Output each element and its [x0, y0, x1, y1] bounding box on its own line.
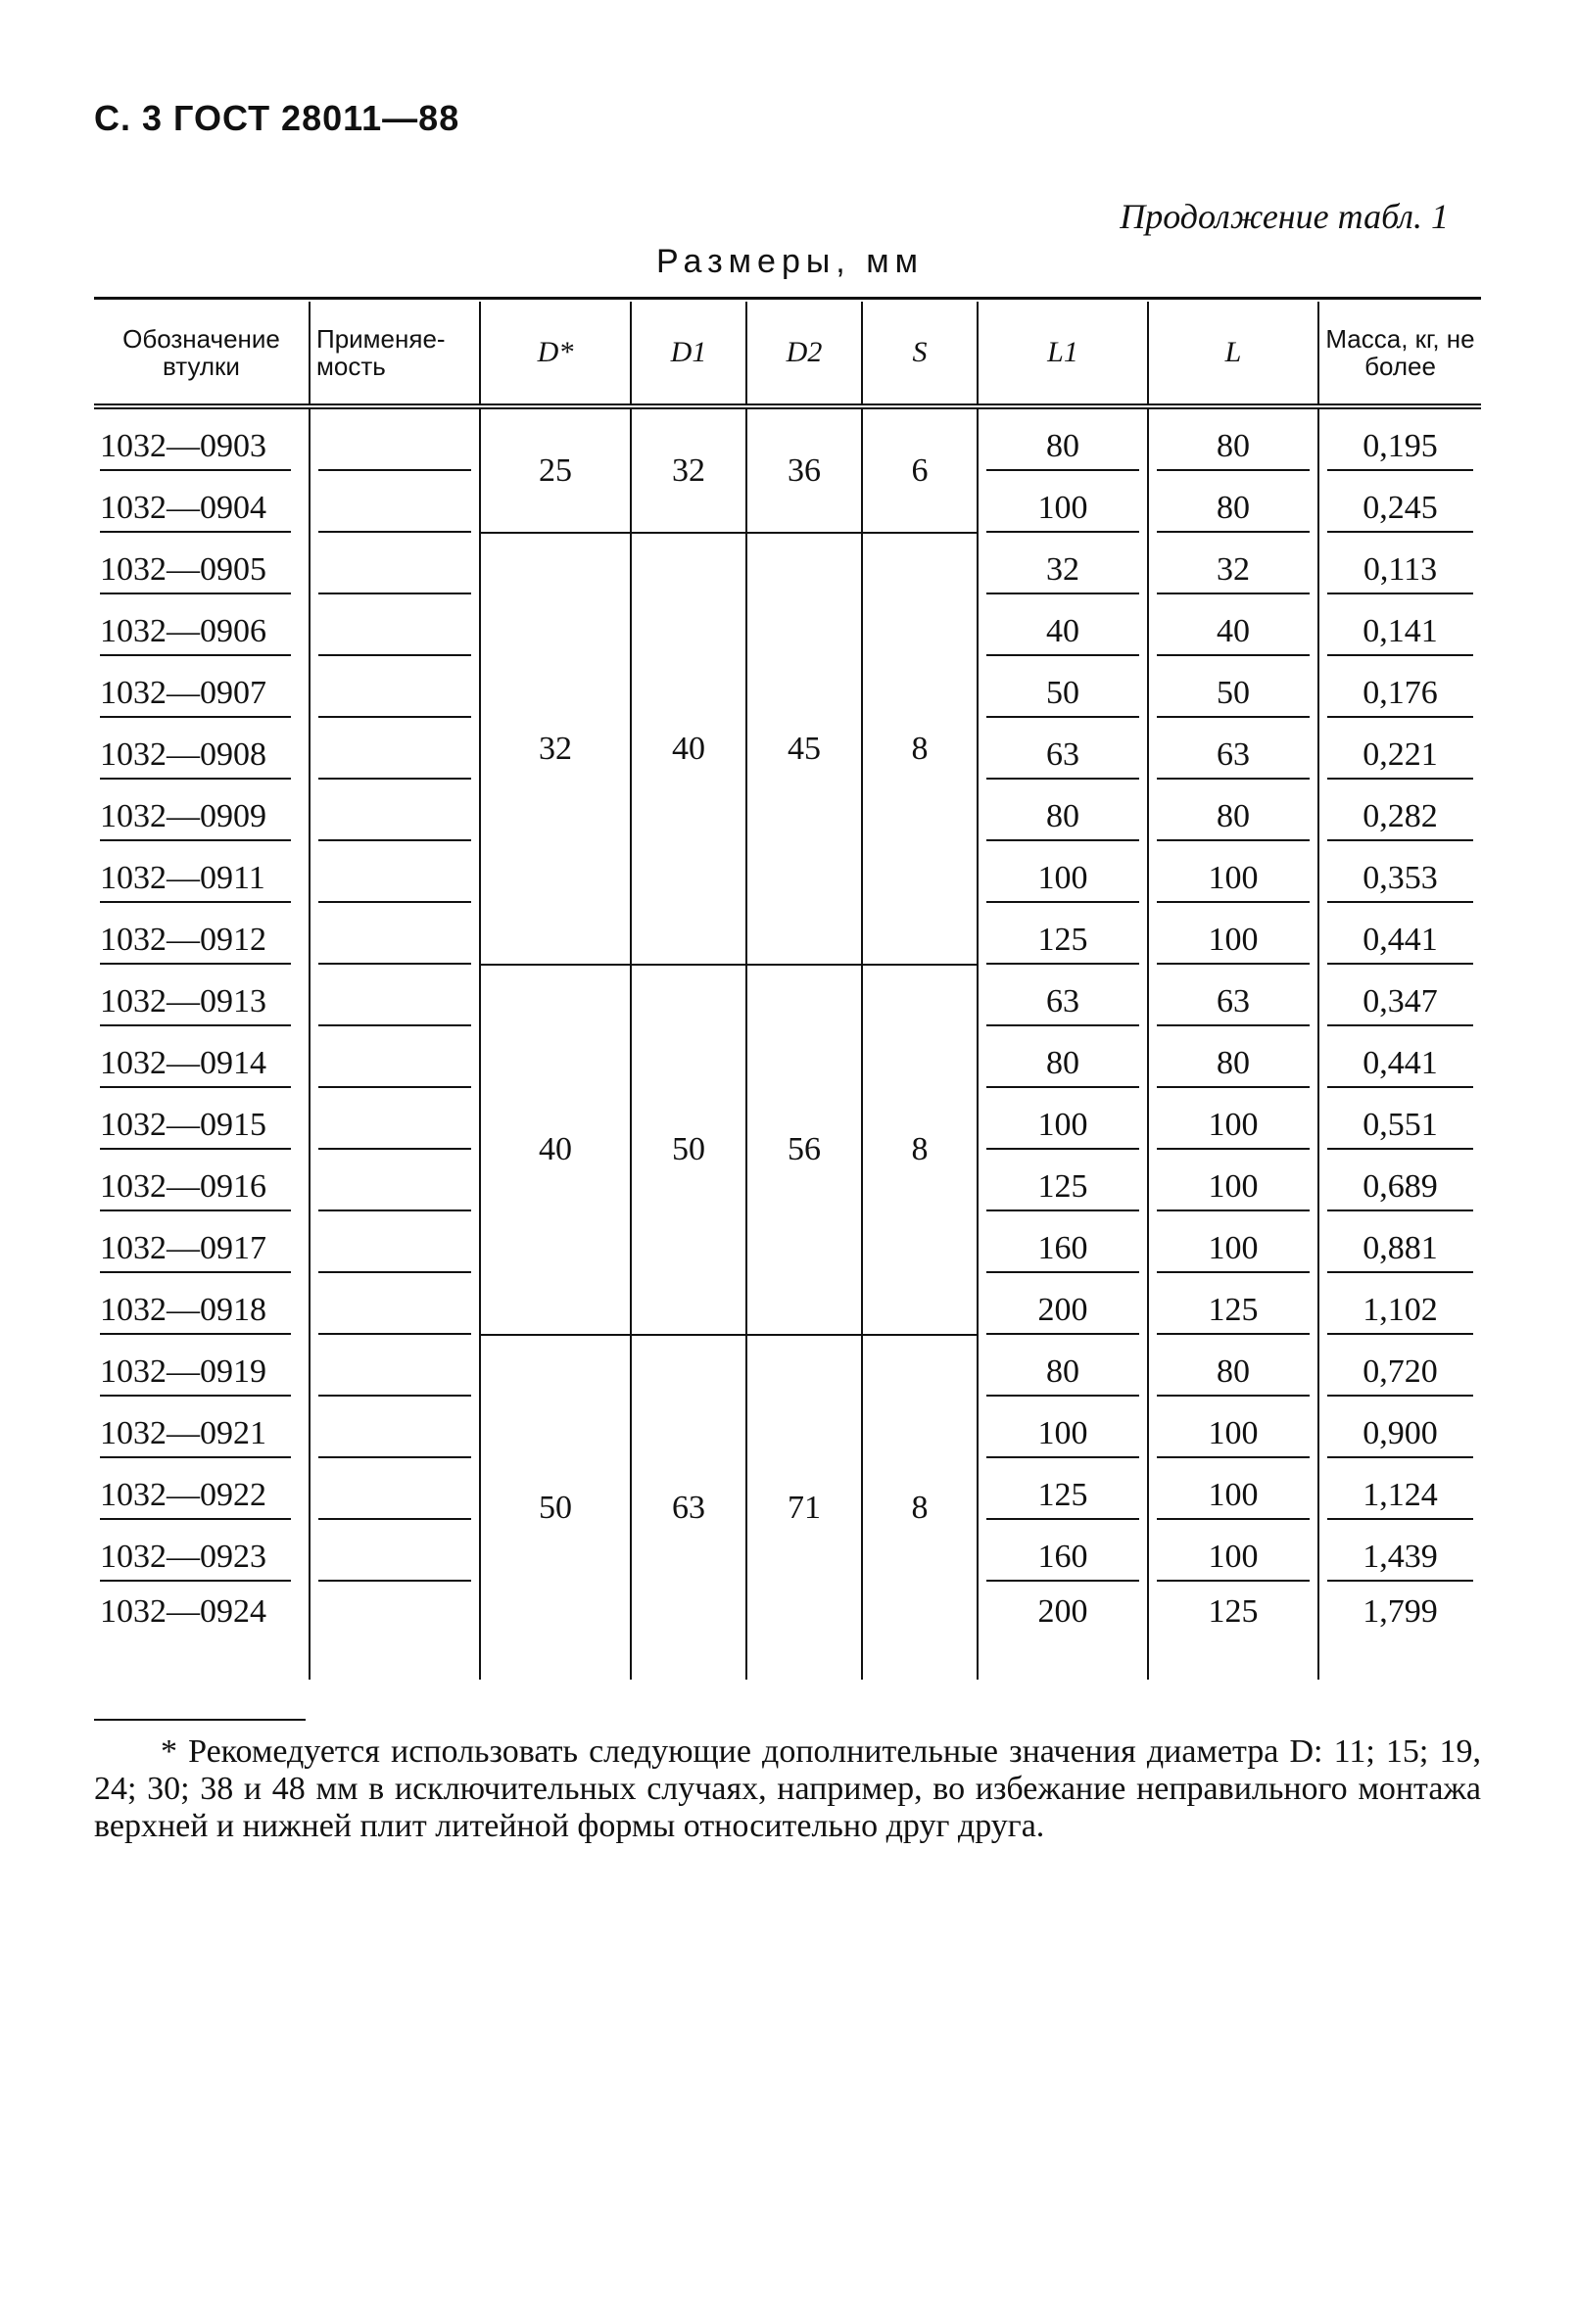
group-value-s: 6: [862, 406, 978, 533]
mass-value: 0,900: [1327, 1413, 1473, 1458]
applicability-cell: [318, 673, 471, 718]
group-value-s: 8: [862, 1335, 978, 1680]
col-header-d: D*: [480, 302, 631, 406]
mass-value: 0,441: [1327, 1043, 1473, 1088]
footnote-rule: [94, 1719, 306, 1721]
applicability-cell: [318, 1413, 471, 1458]
length-l: 63: [1157, 735, 1310, 780]
group-value-d: 32: [480, 533, 631, 965]
col-header-mass: Масса, кг, не более: [1318, 302, 1481, 406]
group-value-d: 50: [480, 1335, 631, 1680]
sleeve-code: 1032—0906: [100, 611, 291, 656]
group-value-d1: 50: [631, 965, 746, 1335]
length-l: 100: [1157, 858, 1310, 903]
applicability-cell: [318, 1043, 471, 1088]
sleeve-code: 1032—0903: [100, 426, 291, 471]
length-l1: 125: [986, 1166, 1139, 1211]
mass-value: 1,124: [1327, 1475, 1473, 1520]
length-l1: 100: [986, 1413, 1139, 1458]
col-header-s: S: [862, 302, 978, 406]
length-l1: 160: [986, 1228, 1139, 1273]
sleeve-code: 1032—0907: [100, 673, 291, 718]
length-l: 80: [1157, 1043, 1310, 1088]
applicability-cell: [318, 1105, 471, 1150]
col-header-d1: D1: [631, 302, 746, 406]
applicability-cell: [318, 1352, 471, 1397]
length-l1: 80: [986, 426, 1139, 471]
length-l1: 100: [986, 488, 1139, 533]
group-value-d1: 32: [631, 406, 746, 533]
applicability-cell: [318, 1591, 471, 1633]
footnote: * Рекомедуется использовать следующие дополнительные значения диаметра D: 11; 15; 19, 24; 30; 38 и 48 мм в исключительных случаях, например, во избежание неправильного монтажа верхней и нижней плит литейной формы относительно друг друга.: [94, 1733, 1481, 1844]
group-value-s: 8: [862, 533, 978, 965]
table-body: [94, 406, 1481, 1680]
col-header-d2: D2: [746, 302, 862, 406]
length-l1: 63: [986, 735, 1139, 780]
sleeve-dimensions-table: [94, 302, 1481, 1680]
col-header-code: Обозначение втулки: [94, 302, 310, 406]
sleeve-code: 1032—0908: [100, 735, 291, 780]
applicability-cell: [318, 1537, 471, 1582]
applicability-cell: [318, 549, 471, 594]
mass-value: 1,439: [1327, 1537, 1473, 1582]
sleeve-code: 1032—0913: [100, 981, 291, 1026]
mass-value: 0,347: [1327, 981, 1473, 1026]
length-l1: 32: [986, 549, 1139, 594]
mass-value: 0,720: [1327, 1352, 1473, 1397]
applicability-cell: [318, 1475, 471, 1520]
sleeve-code: 1032—0914: [100, 1043, 291, 1088]
applicability-cell: [318, 735, 471, 780]
col-header-applicability: Применяе-мость: [310, 302, 480, 406]
applicability-cell: [318, 858, 471, 903]
length-l: 63: [1157, 981, 1310, 1026]
dimensions-caption: Размеры, мм: [656, 243, 924, 280]
mass-value: 0,689: [1327, 1166, 1473, 1211]
group-value-d2: 36: [746, 406, 862, 533]
length-l1: 63: [986, 981, 1139, 1026]
length-l: 100: [1157, 1537, 1310, 1582]
length-l1: 200: [1037, 1593, 1088, 1630]
length-l1: 160: [986, 1537, 1139, 1582]
mass-value: 1,799: [1363, 1593, 1438, 1630]
table-row: [94, 533, 1481, 594]
applicability-cell: [318, 426, 471, 471]
length-l: 80: [1157, 796, 1310, 841]
length-l1: 40: [986, 611, 1139, 656]
sleeve-code: 1032—0911: [100, 858, 291, 903]
table-top-rule: [94, 297, 1481, 300]
group-value-d2: 56: [746, 965, 862, 1335]
length-l1: 100: [986, 1105, 1139, 1150]
applicability-cell: [318, 488, 471, 533]
sleeve-code: 1032—0921: [100, 1413, 291, 1458]
length-l1: 80: [986, 1352, 1139, 1397]
mass-value: 0,176: [1327, 673, 1473, 718]
col-header-l: L: [1148, 302, 1318, 406]
table-row: [94, 1335, 1481, 1397]
applicability-cell: [318, 1228, 471, 1273]
sleeve-code: 1032—0918: [100, 1290, 291, 1335]
col-header-l1: L1: [978, 302, 1148, 406]
sleeve-code: 1032—0924: [100, 1593, 266, 1630]
length-l1: 80: [986, 796, 1139, 841]
sleeve-code: 1032—0916: [100, 1166, 291, 1211]
mass-value: 0,195: [1327, 426, 1473, 471]
length-l1: 50: [986, 673, 1139, 718]
table-header-row: [94, 302, 1481, 406]
sleeve-code: 1032—0905: [100, 549, 291, 594]
table-row: [94, 406, 1481, 471]
sleeve-code: 1032—0904: [100, 488, 291, 533]
applicability-cell: [318, 796, 471, 841]
length-l: 100: [1157, 1475, 1310, 1520]
length-l1: 80: [986, 1043, 1139, 1088]
length-l: 80: [1157, 426, 1310, 471]
sleeve-code: 1032—0912: [100, 920, 291, 965]
length-l: 32: [1157, 549, 1310, 594]
applicability-cell: [318, 981, 471, 1026]
mass-value: 0,245: [1327, 488, 1473, 533]
length-l1: 125: [986, 1475, 1139, 1520]
length-l: 100: [1157, 1413, 1310, 1458]
length-l: 100: [1157, 1105, 1310, 1150]
group-value-d: 40: [480, 965, 631, 1335]
applicability-cell: [318, 1166, 471, 1211]
applicability-cell: [318, 920, 471, 965]
mass-value: 0,221: [1327, 735, 1473, 780]
group-value-d: 25: [480, 406, 631, 533]
mass-value: 0,881: [1327, 1228, 1473, 1273]
mass-value: 0,353: [1327, 858, 1473, 903]
length-l: 125: [1208, 1593, 1259, 1630]
length-l: 80: [1157, 488, 1310, 533]
sleeve-code: 1032—0917: [100, 1228, 291, 1273]
group-value-s: 8: [862, 965, 978, 1335]
table-continuation-label: Продолжение табл. 1: [1120, 197, 1449, 236]
sleeve-code: 1032—0923: [100, 1537, 291, 1582]
group-value-d1: 40: [631, 533, 746, 965]
sleeve-code: 1032—0909: [100, 796, 291, 841]
mass-value: 0,141: [1327, 611, 1473, 656]
length-l: 100: [1157, 1166, 1310, 1211]
sleeve-code: 1032—0919: [100, 1352, 291, 1397]
mass-value: 0,113: [1327, 549, 1473, 594]
sleeve-code: 1032—0915: [100, 1105, 291, 1150]
group-value-d2: 71: [746, 1335, 862, 1680]
applicability-cell: [318, 611, 471, 656]
table-row: [94, 965, 1481, 1026]
length-l: 50: [1157, 673, 1310, 718]
length-l1: 200: [986, 1290, 1139, 1335]
length-l: 40: [1157, 611, 1310, 656]
mass-value: 0,282: [1327, 796, 1473, 841]
mass-value: 0,441: [1327, 920, 1473, 965]
page-header: С. 3 ГОСТ 28011—88: [94, 98, 460, 138]
mass-value: 1,102: [1327, 1290, 1473, 1335]
group-value-d1: 63: [631, 1335, 746, 1680]
length-l: 100: [1157, 1228, 1310, 1273]
length-l: 100: [1157, 920, 1310, 965]
mass-value: 0,551: [1327, 1105, 1473, 1150]
length-l: 80: [1157, 1352, 1310, 1397]
applicability-cell: [318, 1290, 471, 1335]
sleeve-code: 1032—0922: [100, 1475, 291, 1520]
length-l: 125: [1157, 1290, 1310, 1335]
group-value-d2: 45: [746, 533, 862, 965]
length-l1: 100: [986, 858, 1139, 903]
length-l1: 125: [986, 920, 1139, 965]
